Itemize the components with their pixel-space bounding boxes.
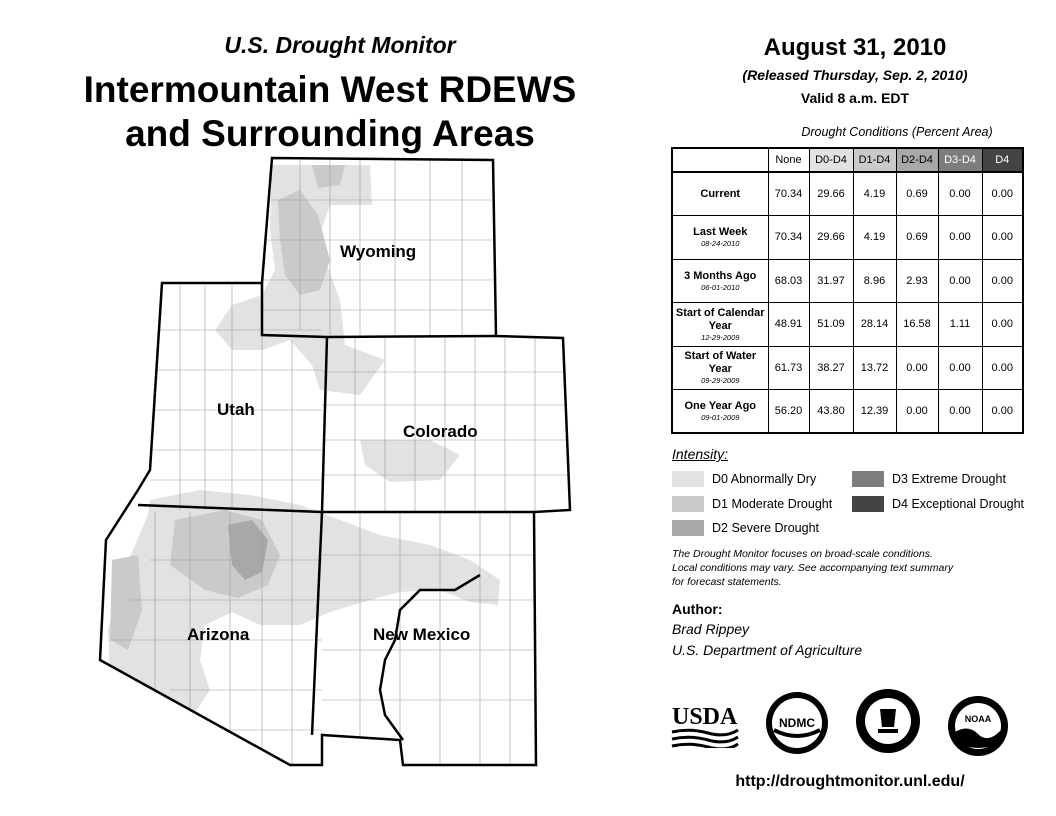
table-row xyxy=(672,172,1023,216)
table-row xyxy=(672,259,1023,303)
table-cell: 0.00 xyxy=(938,172,982,216)
legend-item-d3 xyxy=(852,471,1006,487)
table-cell: 8.96 xyxy=(853,259,896,303)
table-cell: 68.03 xyxy=(768,259,809,303)
table-cell: 2.93 xyxy=(896,259,938,303)
row-date: 06-01-2010 xyxy=(701,282,740,292)
table-cell: 31.97 xyxy=(809,259,853,303)
table-cell: 0.00 xyxy=(938,390,982,434)
ndmc-logo-text: NDMC xyxy=(779,716,815,730)
author-name: Brad Rippey xyxy=(672,621,750,637)
table-header-row xyxy=(672,148,1023,172)
header-blank xyxy=(672,148,768,172)
table-cell: 29.66 xyxy=(809,172,853,216)
legend-swatch-d2 xyxy=(672,520,704,536)
legend-item-d4 xyxy=(852,496,1024,512)
table-cell: 4.19 xyxy=(853,172,896,216)
col-d0-d4: D0-D4 xyxy=(809,148,853,172)
table-cell: 0.00 xyxy=(982,259,1023,303)
drought-conditions-table xyxy=(671,147,1024,434)
state-label-utah: Utah xyxy=(217,400,255,419)
table-cell: 51.09 xyxy=(809,303,853,347)
row-label xyxy=(672,346,768,390)
table-cell: 70.34 xyxy=(768,216,809,260)
row-label-text: One Year Ago xyxy=(684,400,757,412)
col-d3-d4: D3-D4 xyxy=(938,148,982,172)
website-link[interactable]: http://droughtmonitor.unl.edu/ xyxy=(735,773,965,790)
state-label-new-mexico: New Mexico xyxy=(373,625,471,644)
table-cell: 0.00 xyxy=(982,172,1023,216)
table-cell: 28.14 xyxy=(853,303,896,347)
row-label xyxy=(672,259,768,303)
row-label-text: Start of Water Year xyxy=(684,350,757,376)
row-label xyxy=(672,216,768,260)
disclaimer-note xyxy=(672,547,1032,589)
map-title-line1: Intermountain West RDEWS xyxy=(83,69,577,110)
legend-label: D0 Abnormally Dry xyxy=(712,472,817,486)
table-caption: Drought Conditions (Percent Area) xyxy=(801,125,993,139)
state-label-colorado: Colorado xyxy=(403,422,478,441)
table-cell: 29.66 xyxy=(809,216,853,260)
row-label xyxy=(672,390,768,434)
table-cell: 0.00 xyxy=(982,346,1023,390)
row-label xyxy=(672,303,768,347)
table-cell: 0.00 xyxy=(938,216,982,260)
table-cell: 0.00 xyxy=(982,216,1023,260)
table-cell: 0.00 xyxy=(896,390,938,434)
row-label-text: 3 Months Ago xyxy=(684,269,757,282)
legend-item-d2 xyxy=(672,520,819,536)
table-row xyxy=(672,303,1023,347)
table-row xyxy=(672,390,1023,434)
table-cell: 70.34 xyxy=(768,172,809,216)
col-none: None xyxy=(768,148,809,172)
legend-item-d0 xyxy=(672,471,816,487)
table-cell: 4.19 xyxy=(853,216,896,260)
noaa-logo-text: NOAA xyxy=(964,714,992,724)
noaa-logo xyxy=(946,694,1010,758)
table-cell: 0.00 xyxy=(982,390,1023,434)
legend-swatch-d3 xyxy=(852,471,884,487)
state-label-wyoming: Wyoming xyxy=(340,242,417,261)
row-label-text: Current xyxy=(700,187,741,200)
table-row xyxy=(672,346,1023,390)
legend-label: D4 Exceptional Drought xyxy=(892,497,1025,511)
note-line: Local conditions may vary. See accompanying text summary xyxy=(672,562,954,574)
map-title-line2: and Surrounding Areas xyxy=(125,113,535,154)
row-label-text: Start of Calendar Year xyxy=(675,306,765,332)
state-label-arizona: Arizona xyxy=(187,625,250,644)
legend-label: D3 Extreme Drought xyxy=(892,472,1006,486)
row-label xyxy=(672,172,768,216)
table-cell: 0.00 xyxy=(938,259,982,303)
legend-swatch-d0 xyxy=(672,471,704,487)
table-cell: 0.69 xyxy=(896,216,938,260)
table-cell: 61.73 xyxy=(768,346,809,390)
valid-time: Valid 8 a.m. EDT xyxy=(800,90,910,106)
author-org: U.S. Department of Agriculture xyxy=(672,642,863,658)
row-date: 09-29-2009 xyxy=(701,376,740,386)
table-cell: 16.58 xyxy=(896,303,938,347)
legend-item-d1 xyxy=(672,496,832,512)
table-cell: 0.00 xyxy=(896,346,938,390)
table-cell: 0.00 xyxy=(938,346,982,390)
commerce-seal-logo xyxy=(854,687,922,755)
table-cell: 13.72 xyxy=(853,346,896,390)
col-d1-d4: D1-D4 xyxy=(853,148,896,172)
report-date: August 31, 2010 xyxy=(763,34,947,61)
legend-swatch-d1 xyxy=(672,496,704,512)
legend-label: D2 Severe Drought xyxy=(712,521,820,535)
row-date: 09-01-2009 xyxy=(701,413,740,422)
col-d4: D4 xyxy=(982,148,1023,172)
legend-label: D1 Moderate Drought xyxy=(712,497,833,511)
col-d2-d4: D2-D4 xyxy=(896,148,938,172)
table-cell: 56.20 xyxy=(768,390,809,434)
table-cell: 1.11 xyxy=(938,303,982,347)
legend-heading: Intensity: xyxy=(672,446,729,462)
table-cell: 12.39 xyxy=(853,390,896,434)
map-subtitle: U.S. Drought Monitor xyxy=(224,32,456,58)
table-cell: 0.00 xyxy=(982,303,1023,347)
ndmc-logo xyxy=(764,690,830,756)
table-cell: 43.80 xyxy=(809,390,853,434)
note-line: The Drought Monitor focuses on broad-scale conditions. xyxy=(672,548,933,560)
note-line: for forecast statements. xyxy=(672,576,782,588)
table-cell: 38.27 xyxy=(809,346,853,390)
table-cell: 48.91 xyxy=(768,303,809,347)
usda-logo xyxy=(670,700,740,748)
usda-logo-text: USDA xyxy=(672,704,738,730)
row-date: 12-29-2009 xyxy=(701,332,740,342)
row-date: 08-24-2010 xyxy=(701,239,740,249)
table-row xyxy=(672,216,1023,260)
row-label-text: Last Week xyxy=(693,226,748,239)
table-cell: 0.69 xyxy=(896,172,938,216)
author-heading: Author: xyxy=(672,601,723,617)
legend-swatch-d4 xyxy=(852,496,884,512)
release-date: (Released Thursday, Sep. 2, 2010) xyxy=(742,67,968,83)
